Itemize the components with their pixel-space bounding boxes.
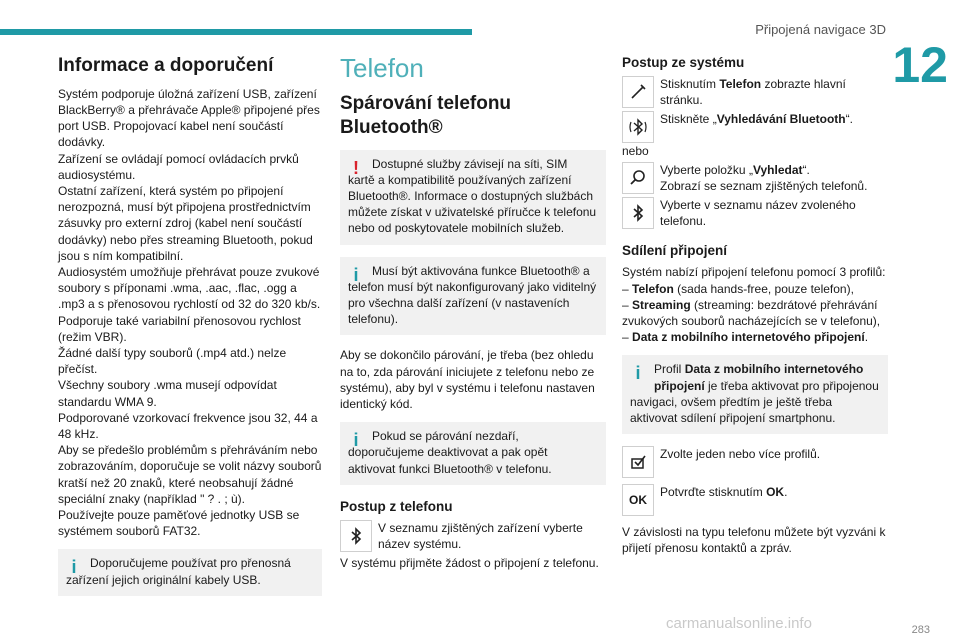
step-system-2: Stiskněte „Vyhledávání Bluetooth“. (622, 111, 888, 143)
page-number: 283 (911, 624, 930, 636)
heading-from-system: Postup ze systému (622, 55, 745, 70)
column-phone (340, 55, 606, 571)
info-paragraph: Audiosystém umožňuje přehrávat pouze zvukové soubory s příponami .wma, .aac, .flac, .ogg a .mp3 a s přenosovou rychlostí od 32 do 320 kb/s. (58, 265, 321, 312)
chapter-number: 12 (892, 37, 948, 93)
info-paragraph: Všechny soubory .wma musejí odpovídat standardu WMA 9. (58, 378, 277, 409)
info-paragraph: Žádné další typy souborů (.mp4 atd.) nelze přečíst. (58, 346, 287, 377)
header-title: Připojená navigace 3D (755, 22, 886, 37)
info-paragraph: Používejte pouze paměťové jednotky USB se systémem souborů FAT32. (58, 508, 300, 539)
bluetooth-icon (622, 197, 654, 229)
info-paragraph: Podporuje také variabilní přenosovou rychlost (režim VBR). (58, 313, 301, 344)
step-select-profiles: Zvolte jeden nebo více profilů. (622, 446, 888, 478)
info-paragraph: Podporované vzorkovací frekvence jsou 32, 44 a 48 kHz. (58, 410, 318, 442)
info-paragraph: Ostatní zařízení, která systém po připojení nerozpozná, musí být připojena prostřednictvím zásuvky pro externí zdroj (kabel není součástí dodávky) nebo přes streaming Bluetooth, pokud jsou s ním kompatibilní. (58, 184, 313, 263)
info-note-failed: i Pokud se párování nezdaří, doporučujeme deaktivovat a pak opět aktivovat funkci Bluetooth® v telefonu. (340, 422, 606, 485)
final-paragraph: V závislosti na typu telefonu můžete být vyzváni k přijetí přenosu kontaktů a zpráv. (622, 525, 886, 556)
info-paragraph: Systém podporuje úložná zařízení USB, zařízení BlackBerry® a přehrávače Apple® připojené přes port USB. Propojovací kabel není součástí dodávky. (58, 86, 320, 150)
step-system-3: Vyberte položku „Vyhledat“. Zobrazí se seznam zjištěných telefonů. (622, 162, 888, 194)
share-intro: Systém nabízí připojení telefonu pomocí 3 profilů: (622, 265, 886, 280)
info-note-bluetooth: i Musí být aktivována funkce Bluetooth® a telefon musí být nakonfigurovaný jako viditelný pro všechna další zařízení (v nastaveních telefonu). (340, 257, 606, 336)
warning-note: ! Dostupné služby závisejí na síti, SIM kartě a kompatibilitě používaných zařízení Bluetooth®. Informace o dostupných službách můžete získat v uživatelské příručce k telefonu nebo od poskytovatele mobilních služeb. (340, 150, 606, 245)
info-note-profile: i Profil Data z mobilního internetového připojení je třeba aktivovat pro připojenou navigaci, ovšem předtím je ještě třeba aktivovat sdílení připojení smartphonu. (622, 355, 888, 434)
bluetooth-search-icon (622, 111, 654, 143)
info-paragraph: Zařízení se ovládají pomocí ovládacích prvků audiosystému. (58, 151, 299, 182)
or-text: nebo (622, 144, 649, 159)
search-icon (622, 162, 654, 194)
step-system-1: Stisknutím Telefon zobrazte hlavní stránku. (622, 76, 888, 108)
info-icon: i (353, 264, 359, 285)
header-accent-bar (0, 29, 472, 35)
checkbox-icon (622, 446, 654, 478)
watermark: carmanualsonline.info (666, 615, 812, 632)
heading-sharing: Sdílení připojení (622, 243, 728, 259)
pencil-icon (622, 76, 654, 108)
section-title: Telefon (340, 53, 424, 83)
column-info (58, 55, 322, 608)
heading-from-phone: Postup z telefonu (340, 498, 453, 514)
info-title: Informace a doporučení (58, 55, 274, 76)
info-icon: i (635, 363, 641, 384)
step-system-4: Vyberte v seznamu název zvoleného telefonu. (622, 197, 888, 229)
column-system (622, 55, 888, 557)
ok-button-icon: OK (622, 484, 654, 516)
info-icon: i (71, 557, 77, 578)
step-phone-after: V systému přijměte žádost o připojení z telefonu. (340, 556, 599, 571)
step-phone: V seznamu zjištěných zařízení vyberte název systému. (340, 520, 606, 552)
info-note-usb: i Doporučujeme používat pro přenosná zařízení jejich originální kabely USB. (58, 549, 322, 595)
bluetooth-icon (340, 520, 372, 552)
step-confirm: OK Potvrďte stisknutím OK. (622, 484, 888, 516)
profile-phone: – Telefon (sada hands-free, pouze telefon), (622, 281, 854, 296)
info-paragraph: Aby se předešlo problémům s přehráváním nebo zobrazováním, doporučuje se volit názvy souborů kratší než 20 znaků, které neobsahují žádné speciální znaky (například " ? . ; ù). (58, 443, 322, 506)
profile-streaming: – Streaming (streaming: bezdrátové přehrávání zvukových souborů nacházejících se v telefonu), (622, 297, 881, 329)
subtitle-pairing: Spárování telefonu Bluetooth® (340, 93, 512, 138)
info-icon: i (353, 430, 359, 451)
warning-icon: ! (353, 157, 359, 178)
pairing-paragraph: Aby se dokončilo párování, je třeba (bez ohledu na to, zda párování iniciujete z telefonu nebo ze systému), aby byl v systému i telefonu nastaven identický kód. (340, 348, 595, 411)
profile-data: – Data z mobilního internetového připojení. (622, 330, 869, 345)
